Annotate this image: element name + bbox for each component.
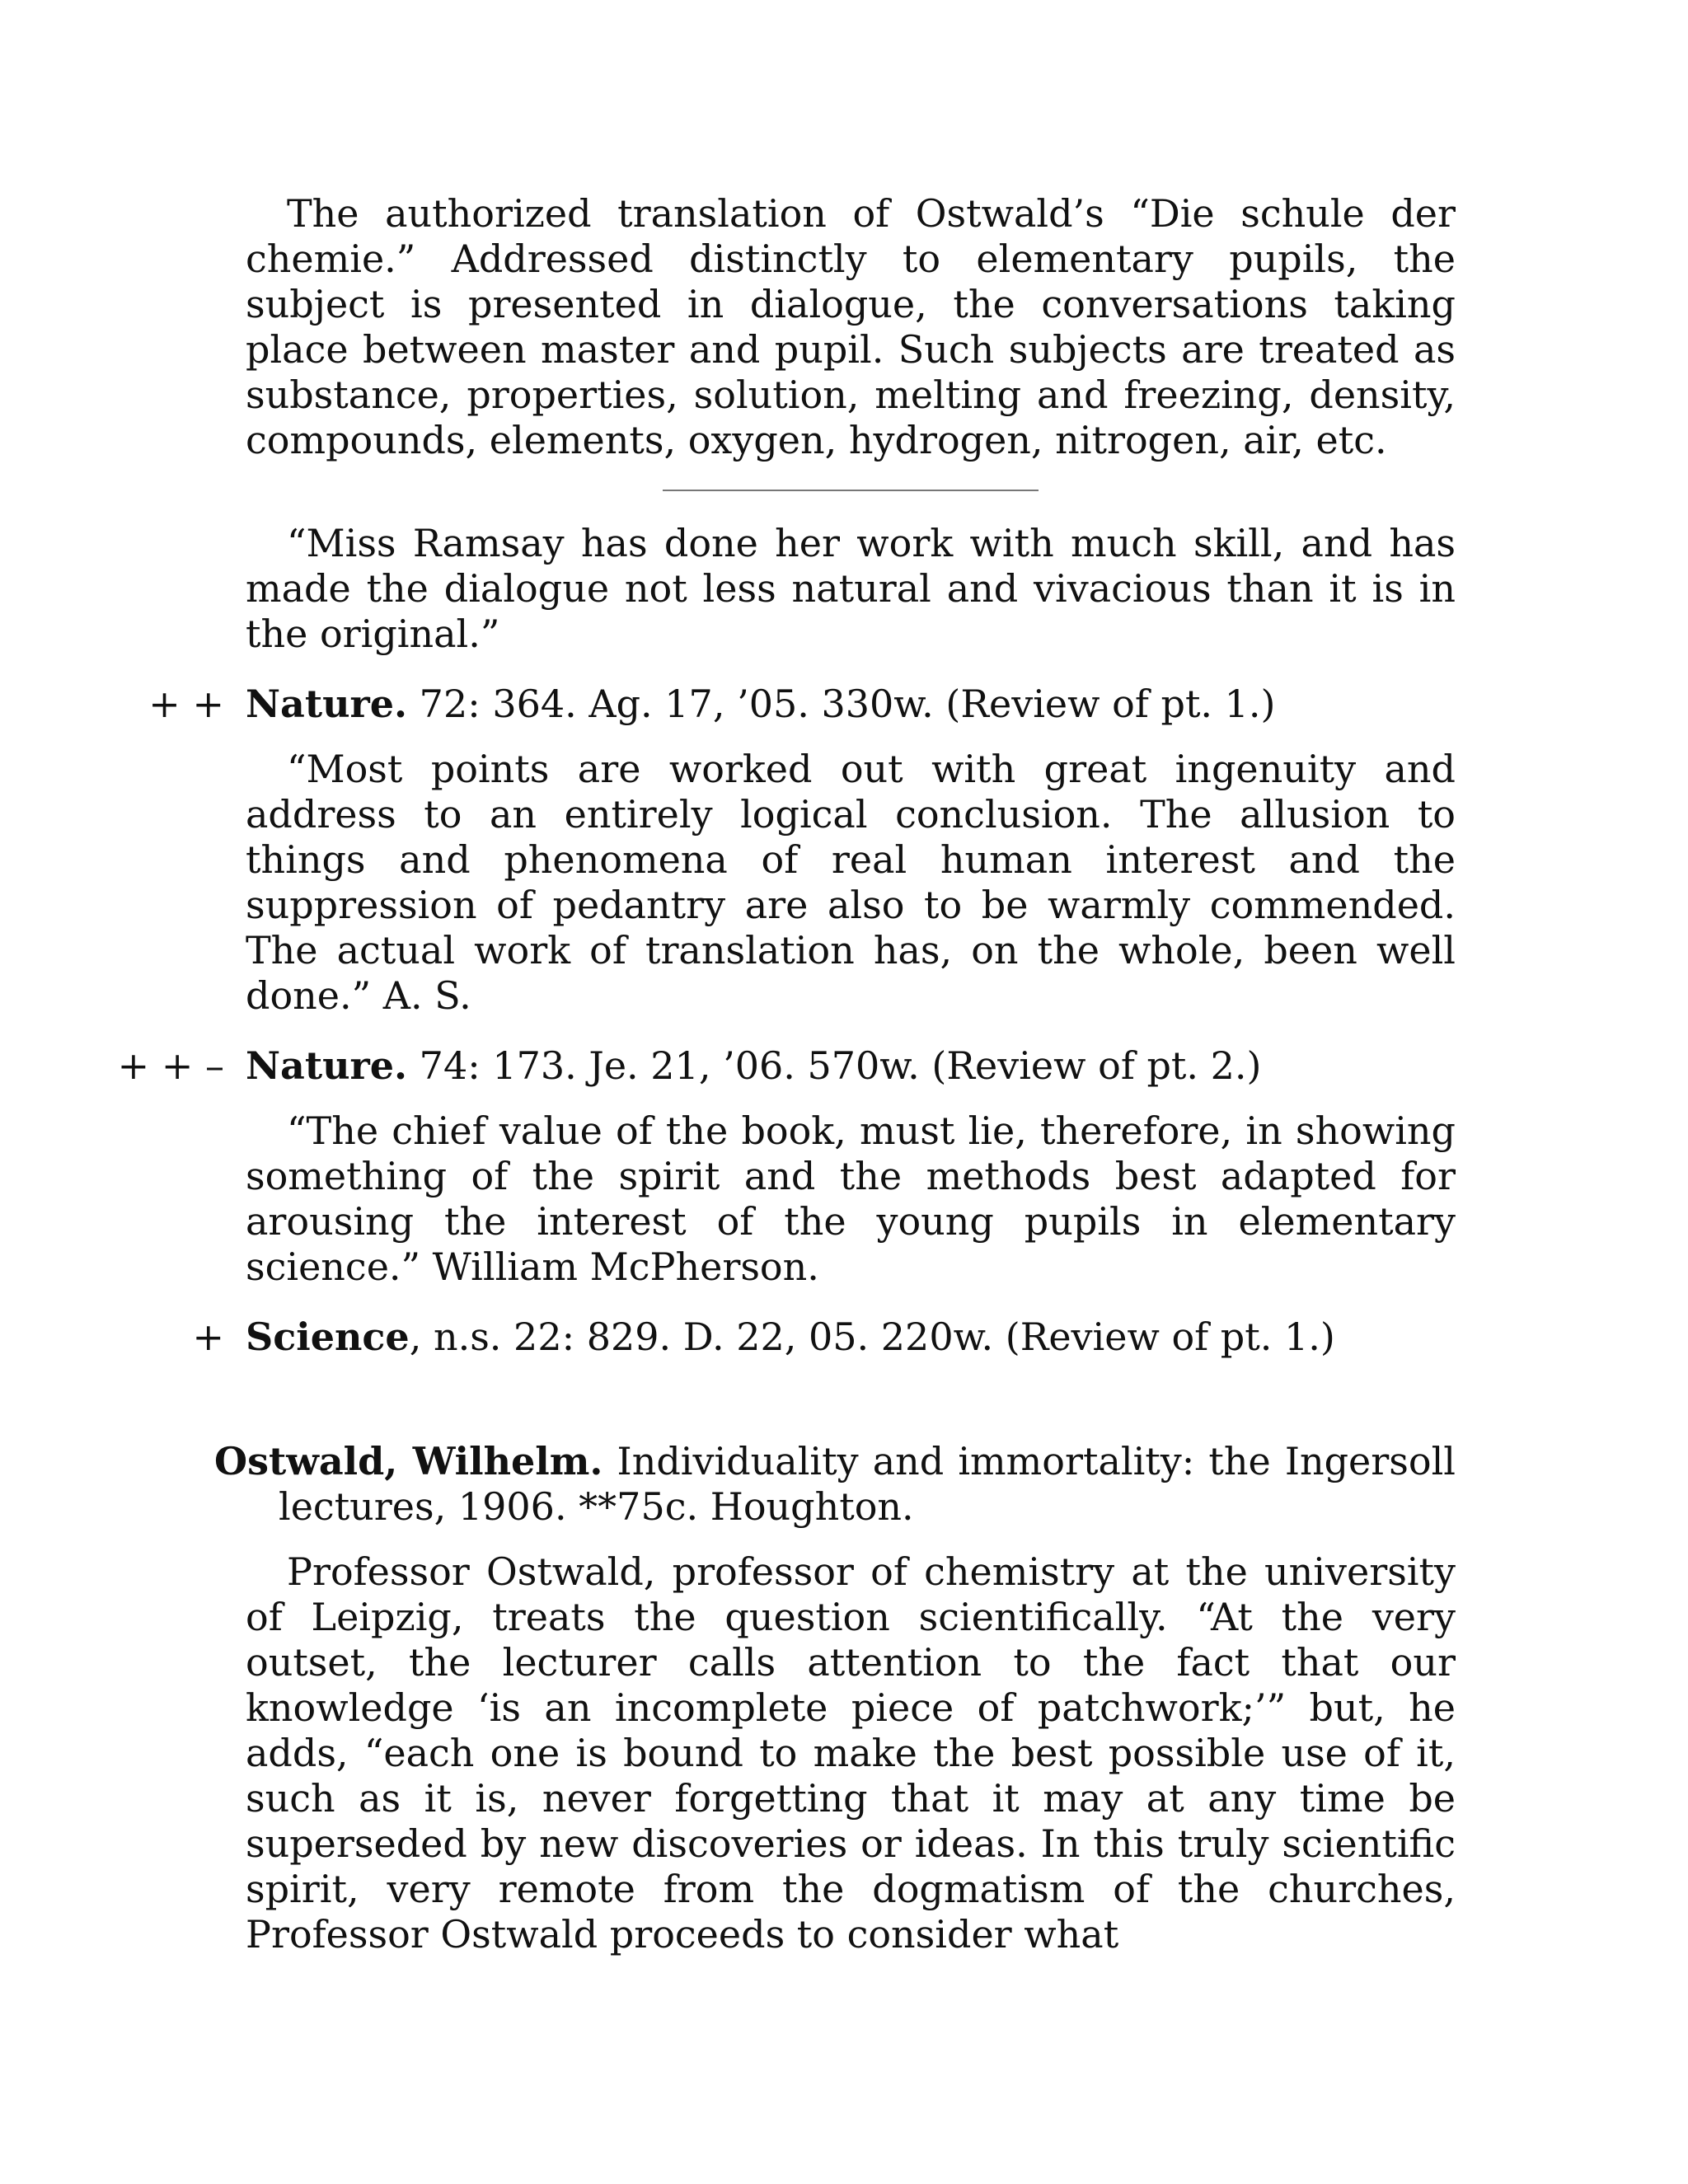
review-citation [148, 682, 1456, 727]
citation-source: Nature. [246, 1043, 408, 1088]
review-quote-paragraph: “The chief value of the book, must lie, therefore, in showing something of the spirit and the methods best adapted for arousing the interest of the young pupils in elementary science.” William McPherson. [246, 1108, 1456, 1289]
review-rating: + + – [117, 1043, 224, 1088]
document-page [117, 191, 1456, 1957]
entry-author: Ostwald, Wilhelm. [214, 1439, 603, 1483]
review-rating: + + [148, 682, 224, 726]
citation-source: Nature. [246, 682, 408, 726]
review-rating: + [192, 1315, 224, 1359]
citation-source: Science [246, 1315, 410, 1359]
summary-paragraph: The authorized translation of Ostwald’s “Die schule der chemie.” Addressed distinctly to elementary pupils, the subject is presented in dialogue, the conversations taking place between master and pupil. Such subjects are treated as substance, properties, solution, melting and freezing, density, compounds, elements, oxygen, hydrogen, nitrogen, air, etc. [246, 191, 1456, 462]
bibliography-entry-heading [214, 1439, 1456, 1530]
citation-details: 74: 173. Je. 21, ’06. 570w. (Review of pt. 2.) [407, 1043, 1262, 1088]
review-quote-paragraph: “Most points are worked out with great ingenuity and address to an entirely logical conclusion. The allusion to things and phenomena of real human interest and the suppression of pedantry are also to be warmly commended. The actual work of translation has, on the whole, been well done.” A. S. [246, 747, 1456, 1018]
entry-description: Individuality and immortality: the Ingersoll lectures, 1906. **75c. Houghton. [279, 1439, 1456, 1529]
review-quote-paragraph: “Miss Ramsay has done her work with much skill, and has made the dialogue not less natural and vivacious than it is in the original.” [246, 521, 1456, 656]
citation-details: 72: 364. Ag. 17, ’05. 330w. (Review of pt. 1.) [407, 682, 1276, 726]
review-citation [192, 1315, 1456, 1360]
review-citation [117, 1043, 1456, 1089]
section-divider [663, 490, 1039, 491]
entry-summary-paragraph: Professor Ostwald, professor of chemistry at the university of Leipzig, treats the question scientifically. “At the very outset, the lecturer calls attention to the fact that our knowledge ‘is an incomplete piece of patchwork;’” but, he adds, “each one is bound to make the best possible use of it, such as it is, never forgetting that it may at any time be superseded by new discoveries or ideas. In this truly scientific spirit, very remote from the dogmatism of the churches, Professor Ostwald proceeds to consider what [246, 1549, 1456, 1957]
citation-details: , n.s. 22: 829. D. 22, 05. 220w. (Review of pt. 1.) [409, 1315, 1335, 1359]
